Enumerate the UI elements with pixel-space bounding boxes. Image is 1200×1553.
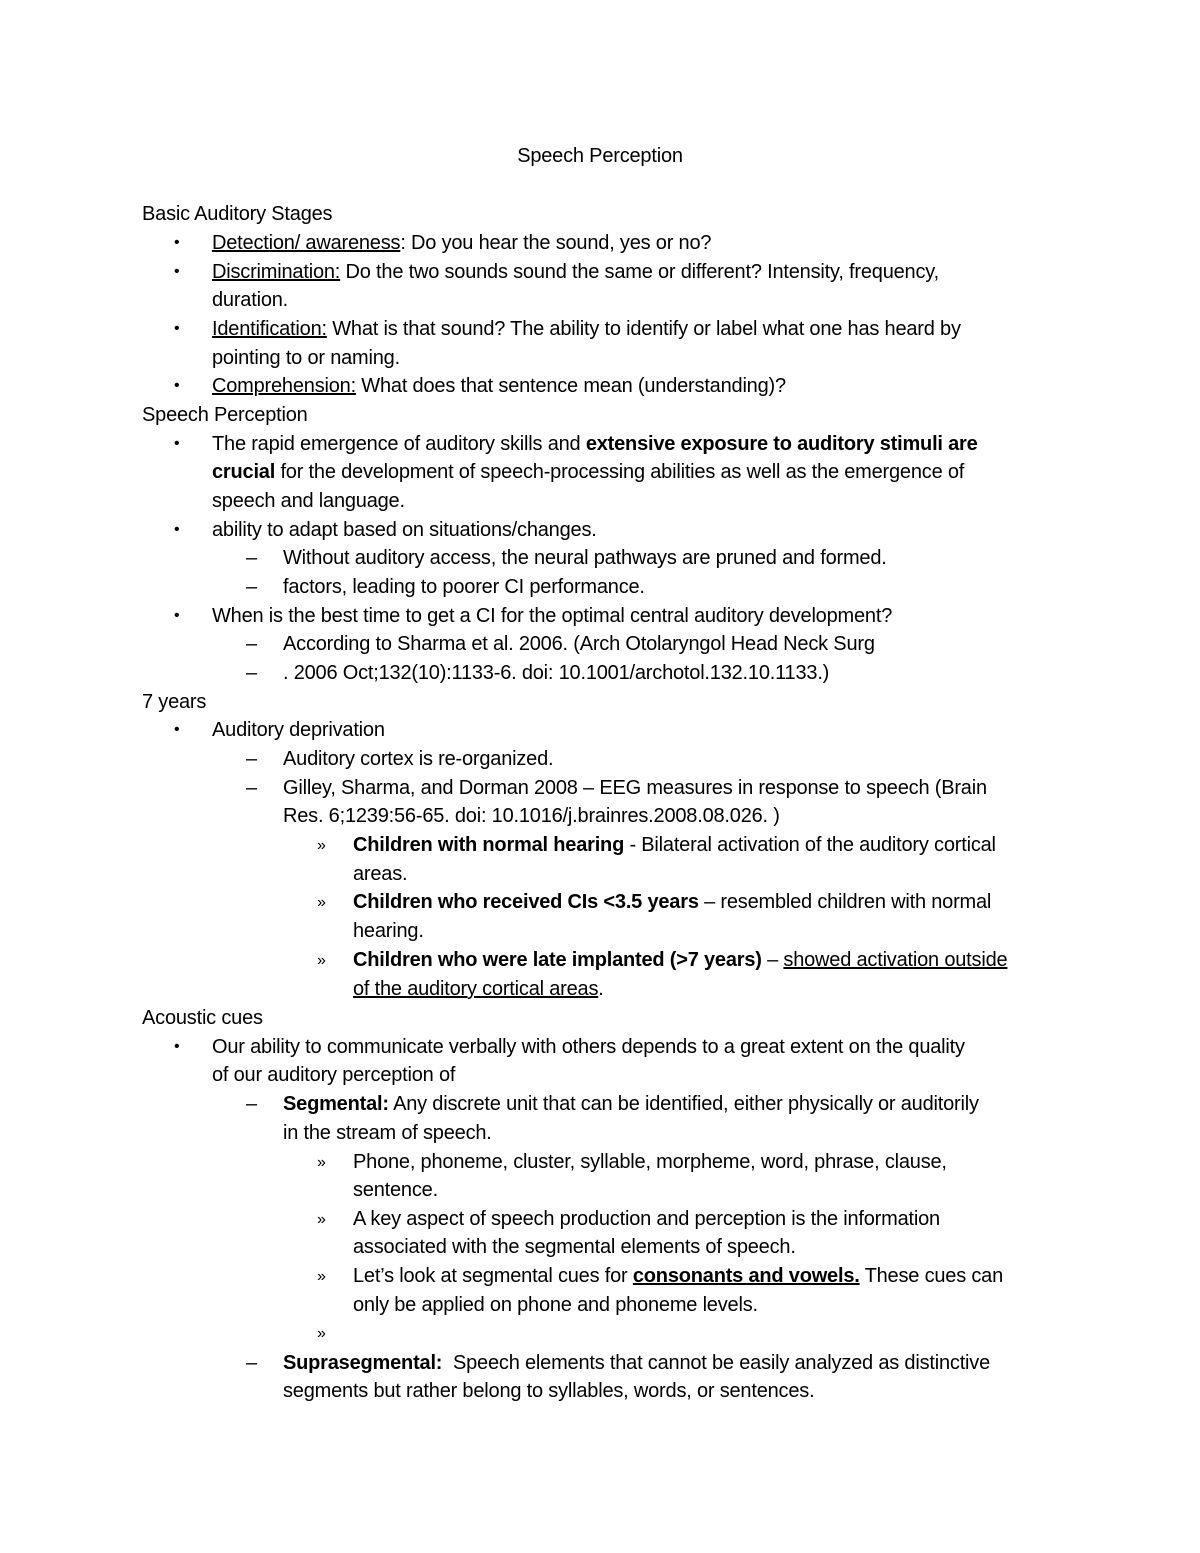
- dash-marker: –: [246, 547, 257, 569]
- item-text: –: [761, 949, 784, 971]
- sub-item-continuation: in the stream of speech.: [283, 1122, 492, 1144]
- bullet-marker: •: [174, 320, 180, 337]
- term-identification: Identification:: [212, 318, 327, 340]
- list-item-continuation: duration.: [212, 289, 289, 311]
- item-text: for the development of speech-processing abilities as well as the emergence of: [275, 461, 965, 483]
- list-item-auditory-deprivation: Auditory deprivation: [212, 719, 385, 741]
- finding-early-ci: [353, 888, 991, 916]
- segmental-item-continuation: associated with the segmental elements of speech.: [353, 1236, 796, 1258]
- list-item-continuation: pointing to or naming.: [212, 347, 400, 369]
- sub-item-cortex: Auditory cortex is re-organized.: [283, 748, 554, 770]
- section-heading-speech-perception: Speech Perception: [142, 404, 308, 426]
- bold-text: extensive exposure to auditory stimuli are: [585, 433, 978, 455]
- bold-text: Segmental:: [283, 1093, 389, 1115]
- page-title: Speech Perception: [517, 145, 683, 167]
- sub-item-sharma: According to Sharma et al. 2006. (Arch Otolaryngol Head Neck Surg: [283, 633, 875, 655]
- dash-marker: –: [246, 662, 257, 684]
- item-text: Do the two sounds sound the same or different? Intensity, frequency,: [340, 261, 939, 283]
- bullet-marker: •: [174, 377, 180, 394]
- bold-text: Children who received CIs <3.5 years: [353, 891, 699, 913]
- list-item-rapid-emergence: [212, 430, 978, 458]
- list-item-adapt: ability to adapt based on situations/changes.: [212, 519, 597, 541]
- segmental-item-key-aspect: A key aspect of speech production and perception is the information: [353, 1208, 940, 1230]
- segmental-item-continuation: sentence.: [353, 1179, 438, 1201]
- list-item-continuation: of our auditory perception of: [212, 1064, 456, 1086]
- chevron-marker: »: [317, 1325, 326, 1342]
- bullet-marker: •: [174, 607, 180, 624]
- item-text: – resembled children with normal: [698, 891, 992, 913]
- bold-text: Children who were late implanted (>7 years): [353, 949, 762, 971]
- bullet-marker: •: [174, 263, 180, 280]
- list-item-communicate: Our ability to communicate verbally with others depends to a great extent on the quality: [212, 1036, 965, 1058]
- section-heading-7-years: 7 years: [142, 691, 207, 713]
- list-item-continuation: [212, 458, 964, 486]
- segmental-item-continuation: only be applied on phone and phoneme levels.: [353, 1294, 758, 1316]
- term-discrimination: Discrimination:: [212, 261, 341, 283]
- item-text: Any discrete unit that can be identified, either physically or auditorily: [388, 1093, 979, 1115]
- chevron-marker: »: [317, 1268, 326, 1285]
- bold-text: crucial: [212, 461, 276, 483]
- finding-late-implanted: [353, 946, 1007, 974]
- underlined-text: showed activation outside: [783, 949, 1008, 971]
- item-text: .: [598, 978, 604, 1000]
- dash-marker: –: [246, 777, 257, 799]
- bold-text: Children with normal hearing: [353, 834, 625, 856]
- finding-continuation: [353, 975, 604, 1003]
- sub-item-continuation: Res. 6;1239:56-65. doi: 10.1016/j.brainres.2008.08.026. ): [283, 805, 780, 827]
- list-item-discrimination: [212, 258, 939, 286]
- item-text: Let’s look at segmental cues for: [353, 1265, 633, 1287]
- list-item-comprehension: [212, 372, 786, 400]
- item-text: - Bilateral activation of the auditory cortical: [624, 834, 996, 856]
- chevron-marker: »: [317, 1211, 326, 1228]
- list-item-best-time: When is the best time to get a CI for the optimal central auditory development?: [212, 605, 893, 627]
- item-text: What is that sound? The ability to identify or label what one has heard by: [326, 318, 961, 340]
- item-text: The rapid emergence of auditory skills and: [212, 433, 586, 455]
- term-comprehension: Comprehension:: [212, 375, 356, 397]
- finding-continuation: hearing.: [353, 920, 424, 942]
- list-item-detection: [212, 229, 711, 257]
- sub-item-auditory-access: Without auditory access, the neural pathways are pruned and formed.: [283, 547, 887, 569]
- dash-marker: –: [246, 1352, 257, 1374]
- list-item-identification: [212, 315, 961, 343]
- item-text: Speech elements that cannot be easily analyzed as distinctive: [442, 1352, 991, 1374]
- chevron-marker: »: [317, 837, 326, 854]
- dash-marker: –: [246, 1093, 257, 1115]
- bullet-marker: •: [174, 1038, 180, 1055]
- chevron-marker: »: [317, 952, 326, 969]
- list-item-continuation: speech and language.: [212, 490, 405, 512]
- section-heading-basic-auditory-stages: Basic Auditory Stages: [142, 203, 333, 225]
- chevron-marker: »: [317, 894, 326, 911]
- sub-item-continuation: segments but rather belong to syllables, words, or sentences.: [283, 1380, 815, 1402]
- term-detection: Detection/ awareness: [212, 232, 401, 254]
- dash-marker: –: [246, 576, 257, 598]
- finding-continuation: areas.: [353, 863, 408, 885]
- bold-text: Suprasegmental:: [283, 1352, 443, 1374]
- item-text: These cues can: [859, 1265, 1004, 1287]
- bullet-marker: •: [174, 721, 180, 738]
- bullet-marker: •: [174, 234, 180, 251]
- chevron-marker: »: [317, 1154, 326, 1171]
- underlined-bold-text: consonants and vowels.: [632, 1265, 860, 1287]
- dash-marker: –: [246, 633, 257, 655]
- sub-item-suprasegmental: [283, 1349, 990, 1377]
- item-text: : Do you hear the sound, yes or no?: [400, 232, 712, 254]
- dash-marker: –: [246, 748, 257, 770]
- segmental-item-cues: [353, 1262, 1003, 1290]
- sub-item-gilley: Gilley, Sharma, and Dorman 2008 – EEG measures in response to speech (Brain: [283, 777, 987, 799]
- underlined-text: of the auditory cortical areas: [353, 978, 599, 1000]
- sub-item-doi: . 2006 Oct;132(10):1133-6. doi: 10.1001/archotol.132.10.1133.): [283, 662, 830, 684]
- finding-normal-hearing: [353, 831, 996, 859]
- item-text: What does that sentence mean (understanding)?: [355, 375, 786, 397]
- sub-item-factors: factors, leading to poorer CI performance.: [283, 576, 645, 598]
- section-heading-acoustic-cues: Acoustic cues: [142, 1007, 263, 1029]
- bullet-marker: •: [174, 435, 180, 452]
- segmental-item-units: Phone, phoneme, cluster, syllable, morpheme, word, phrase, clause,: [353, 1151, 947, 1173]
- sub-item-segmental: [283, 1090, 979, 1118]
- bullet-marker: •: [174, 521, 180, 538]
